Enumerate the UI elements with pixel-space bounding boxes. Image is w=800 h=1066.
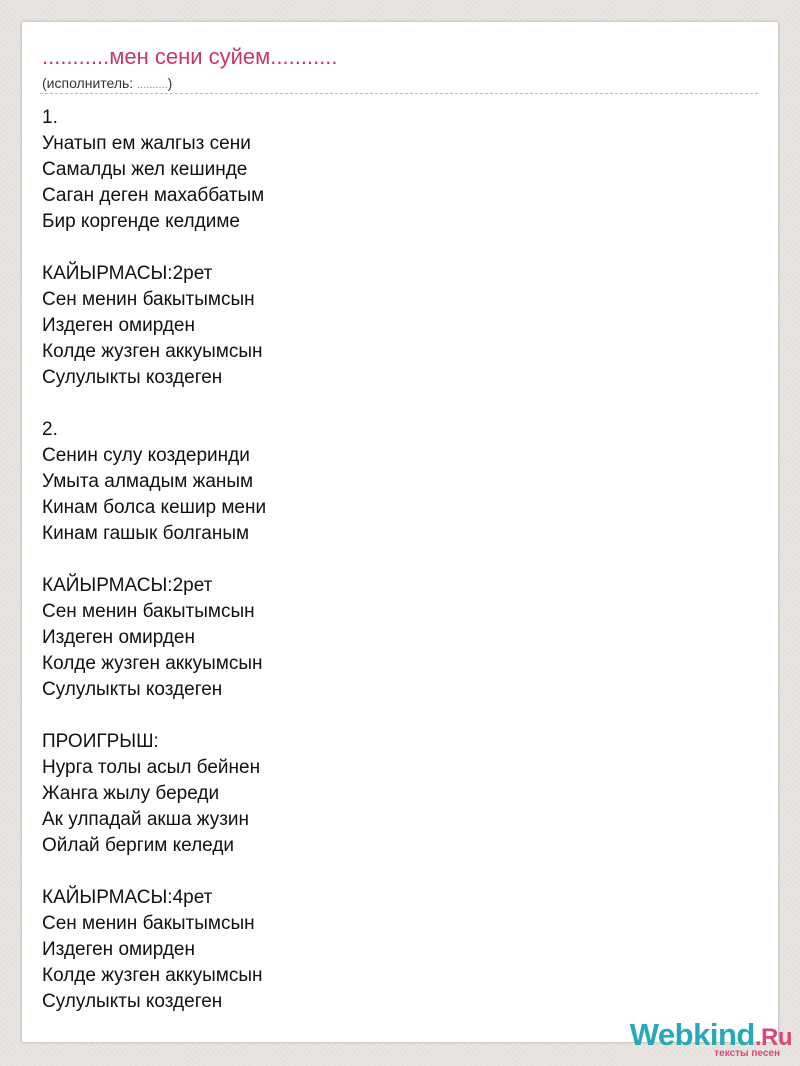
lyrics-body [42,105,742,1015]
lyric-blank-line [42,235,742,261]
lyric-line: Ак улпадай акша жузин [42,809,250,830]
song-card [22,22,778,1042]
lyric-line: Нурга толы асыл бейнен [42,757,261,778]
lyric-line: Колде жузген аккуымсын [42,653,263,674]
artist-link[interactable]: .......... [137,79,168,91]
lyric-line: Издеген омирден [42,627,195,648]
lyric-line: Кинам болса кешир мени [42,497,267,518]
lyric-line: ПРОИГРЫШ: [42,731,159,752]
lyric-line: КАЙЫРМАСЫ:2рет [42,575,213,596]
lyric-line: Сулулыкты коздеген [42,991,223,1012]
lyric-line: Сулулыкты коздеген [42,679,223,700]
lyric-line: Жанга жылу береди [42,783,220,804]
song-title: ...........мен сени суйем........... [42,44,338,69]
lyric-line: Сен менин бакытымсын [42,913,255,934]
logo-main-text: Webkind [629,1017,755,1052]
lyric-blank-line [42,859,742,885]
logo-tagline: тексты песен [714,1048,780,1059]
lyric-line: 2. [42,419,58,440]
lyric-line: Издеген омирден [42,315,195,336]
lyric-line: КАЙЫРМАСЫ:4рет [42,887,213,908]
lyric-line: Ойлай бергим келеди [42,835,235,856]
lyric-blank-line [42,703,742,729]
lyric-line: Сен менин бакытымсын [42,289,255,310]
lyric-line: Бир коргенде келдиме [42,211,240,232]
lyric-blank-line [42,391,742,417]
title-divider [40,93,758,94]
site-logo[interactable] [594,1018,794,1060]
lyric-line: 1. [42,107,58,128]
artist-line [42,74,172,94]
logo-suffix-text: .Ru [754,1024,792,1051]
lyric-line: Кинам гашык болганым [42,523,250,544]
artist-prefix: (исполнитель: [42,75,138,91]
lyric-line: Самалды жел кешинде [42,159,248,180]
lyric-line: Саган деген махаббатым [42,185,265,206]
lyric-line: Сулулыкты коздеген [42,367,223,388]
lyric-line: Сен менин бакытымсын [42,601,255,622]
lyric-line: КАЙЫРМАСЫ:2рет [42,263,213,284]
lyric-line: Колде жузген аккуымсын [42,341,263,362]
lyric-line: Сенин сулу коздеринди [42,445,250,466]
lyric-line: Умыта алмадым жаным [42,471,254,492]
lyric-line: Унатып ем жалгыз сени [42,133,251,154]
lyric-line: Колде жузген аккуымсын [42,965,263,986]
lyric-blank-line [42,547,742,573]
lyric-line: Издеген омирден [42,939,195,960]
artist-suffix: ) [167,75,173,91]
